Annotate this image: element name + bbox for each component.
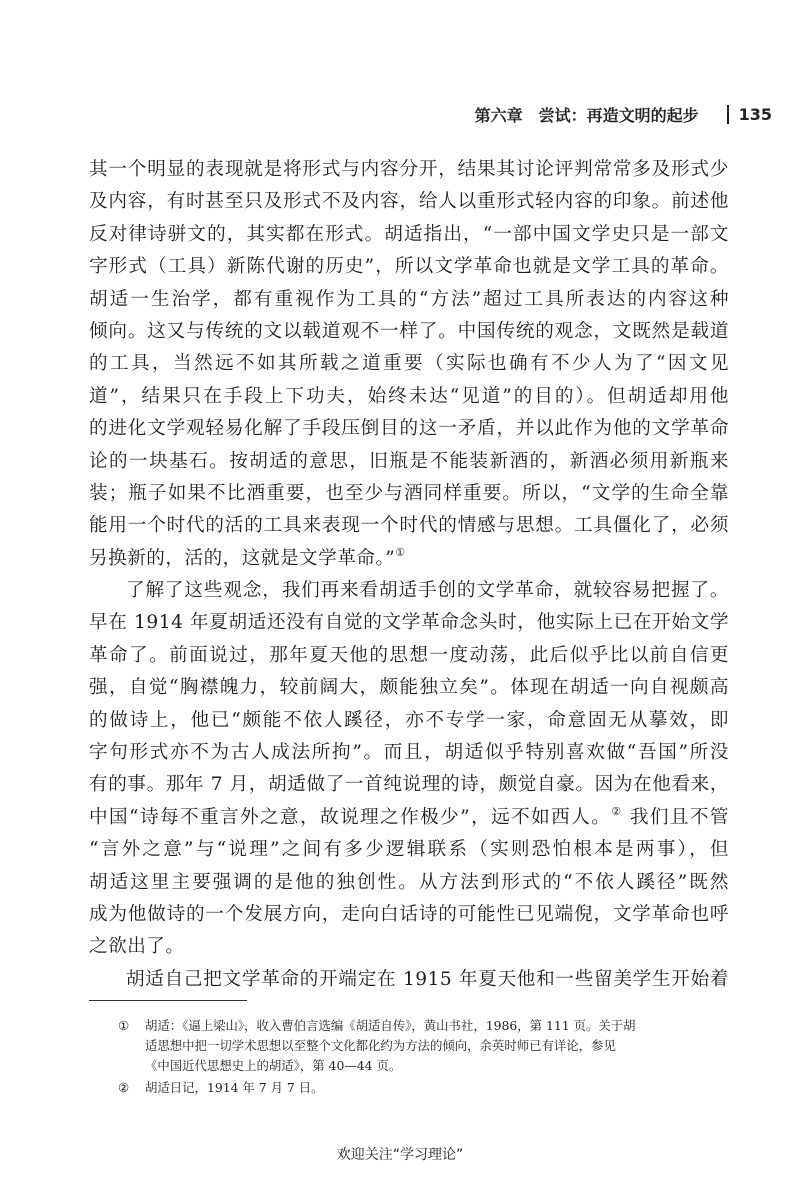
- body-line: [89, 251, 729, 283]
- body-line-text: 之欲出了。: [89, 936, 185, 958]
- footnote: [118, 1016, 730, 1076]
- body-line: [89, 510, 729, 542]
- footnote-line: 《中国近代思想史上的胡适》，第 40—44 页。: [145, 1058, 402, 1073]
- body-line-text: 装；瓶子如果不比酒重要，也至少与酒同样重要。所以，“文学的生命全靠: [89, 482, 729, 504]
- running-header: [475, 103, 772, 126]
- body-line: [89, 543, 729, 575]
- body-line-text: 字形式（工具）新陈代谢的历史”，所以文学革命也就是文学工具的革命。: [89, 256, 729, 278]
- body-line: [89, 737, 729, 769]
- footnote-line: 适思想中把一切学术思想以至整个文化都化约为方法的倾向，余英时师已有详论，参见: [145, 1038, 616, 1053]
- body-line: [89, 316, 729, 348]
- footnote-mark: ①: [118, 1018, 130, 1033]
- body-line-text: 的工具，当然远不如其所载之道重要（实际也确有不少人为了“因文见: [89, 353, 729, 375]
- body-line: [89, 867, 729, 899]
- body-line-text: 及内容，有时甚至只及形式不及内容，给人以重形式轻内容的印象。前述他: [89, 191, 729, 213]
- footnote-rule: [89, 1000, 247, 1001]
- body-line-text: 道”，结果只在手段上下功夫，始终未达“见道”的目的）。但胡适却用他: [89, 385, 729, 407]
- body-line: [89, 478, 729, 510]
- body-line-text: 反对律诗骈文的，其实都在形式。胡适指出，“一部中国文学史只是一部文: [89, 223, 729, 245]
- body-line-text: 论的一块基石。按胡适的意思，旧瓶是不能装新酒的，新酒必须用新瓶来: [89, 450, 729, 472]
- body-line: [89, 802, 729, 834]
- body-line-text: 中国“诗每不重言外之意，故说理之作极少”，远不如西人。: [89, 806, 612, 828]
- body-line-text: 我们且不管: [622, 806, 729, 828]
- body-line-text: 成为他做诗的一个发展方向，走向白话诗的可能性已见端倪，文学革命也呼: [89, 903, 729, 925]
- body-line: [89, 575, 729, 607]
- body-line-text: 的进化文学观轻易化解了手段压倒目的这一矛盾，并以此作为他的文学革命: [89, 418, 729, 440]
- footnote-reference[interactable]: ②: [611, 804, 623, 818]
- body-line-text: 的做诗上，他已“颇能不依人蹊径，亦不专学一家，命意固无从摹效，即: [89, 709, 729, 731]
- body-line: [89, 446, 729, 478]
- footnote-line: 胡适：《逼上梁山》，收入曹伯言选编《胡适自传》，黄山书社，1986，第 111 页。关于胡: [145, 1018, 636, 1033]
- body-line-text: 能用一个时代的活的工具来表现一个时代的情感与思想。工具僵化了，必须: [89, 515, 729, 537]
- body-line: [89, 284, 729, 316]
- body-line: [89, 899, 729, 931]
- body-line-text: 早在 1914 年夏胡适还没有自觉的文学革命念头时，他实际上已在开始文学: [89, 612, 729, 634]
- body-line-text: 胡适这里主要强调的是他的独创性。从方法到形式的“不依人蹊径”既然: [89, 871, 729, 893]
- footnote-line: 胡适日记，1914 年 7 月 7 日。: [145, 1080, 324, 1095]
- body-line-text: 其一个明显的表现就是将形式与内容分开，结果其讨论评判常常多及形式少: [89, 159, 729, 180]
- body-line-text: 另换新的，活的，这就是文学革命。”: [89, 547, 396, 569]
- body-line: [89, 834, 729, 866]
- footnote-mark: ②: [118, 1080, 130, 1095]
- main-text: [89, 154, 729, 996]
- body-line-text: 字句形式亦不为古人成法所拘”。而且，胡适似乎特别喜欢做“吾国”所没: [89, 742, 729, 764]
- body-line: [89, 640, 729, 672]
- body-line-text: 革命了。前面说过，那年夏天他的思想一度动荡，此后似乎比以前自信更: [89, 644, 729, 666]
- body-line-text: 有的事。那年 7 月，胡适做了一首纯说理的诗，颇觉自豪。因为在他看来，: [89, 774, 729, 796]
- page-footer: 欢迎关注“学习理论”: [336, 1147, 464, 1163]
- footnotes: [118, 1016, 730, 1100]
- body-line: [89, 413, 729, 445]
- body-line: [89, 381, 729, 413]
- footnote: [118, 1078, 730, 1098]
- body-line: [89, 672, 729, 704]
- body-line-text: 了解了这些观念，我们再来看胡适手创的文学革命，就较容易把握了。: [126, 580, 729, 602]
- footnote-reference[interactable]: ①: [395, 545, 406, 559]
- body-line: [89, 186, 729, 218]
- body-line: [89, 964, 729, 996]
- body-line-text: 胡适自己把文学革命的开端定在 1915 年夏天他和一些留美学生开始着: [126, 968, 729, 990]
- body-line: [89, 769, 729, 801]
- chapter-title: 第六章 尝试：再造文明的起步: [474, 106, 699, 125]
- body-line-text: “言外之意”与“说理”之间有多少逻辑联系（实则恐怕根本是两事），但: [89, 839, 729, 861]
- body-line-text: 胡适一生治学，都有重视作为工具的“方法”超过工具所表达的内容这种: [89, 288, 729, 310]
- body-line: [89, 219, 729, 251]
- body-line: [89, 931, 729, 963]
- header-divider: [727, 105, 729, 124]
- body-line: [89, 348, 729, 380]
- page-number: 135: [738, 105, 772, 124]
- body-line-text: 强，自觉“胸襟魄力，较前阔大，颇能独立矣”。体现在胡适一向自视颇高: [89, 677, 729, 699]
- body-line-text: 倾向。这又与传统的文以载道观不一样了。中国传统的观念，文既然是载道: [89, 320, 729, 342]
- body-line: [89, 705, 729, 737]
- body-line: [89, 607, 729, 639]
- body-line: [89, 154, 729, 186]
